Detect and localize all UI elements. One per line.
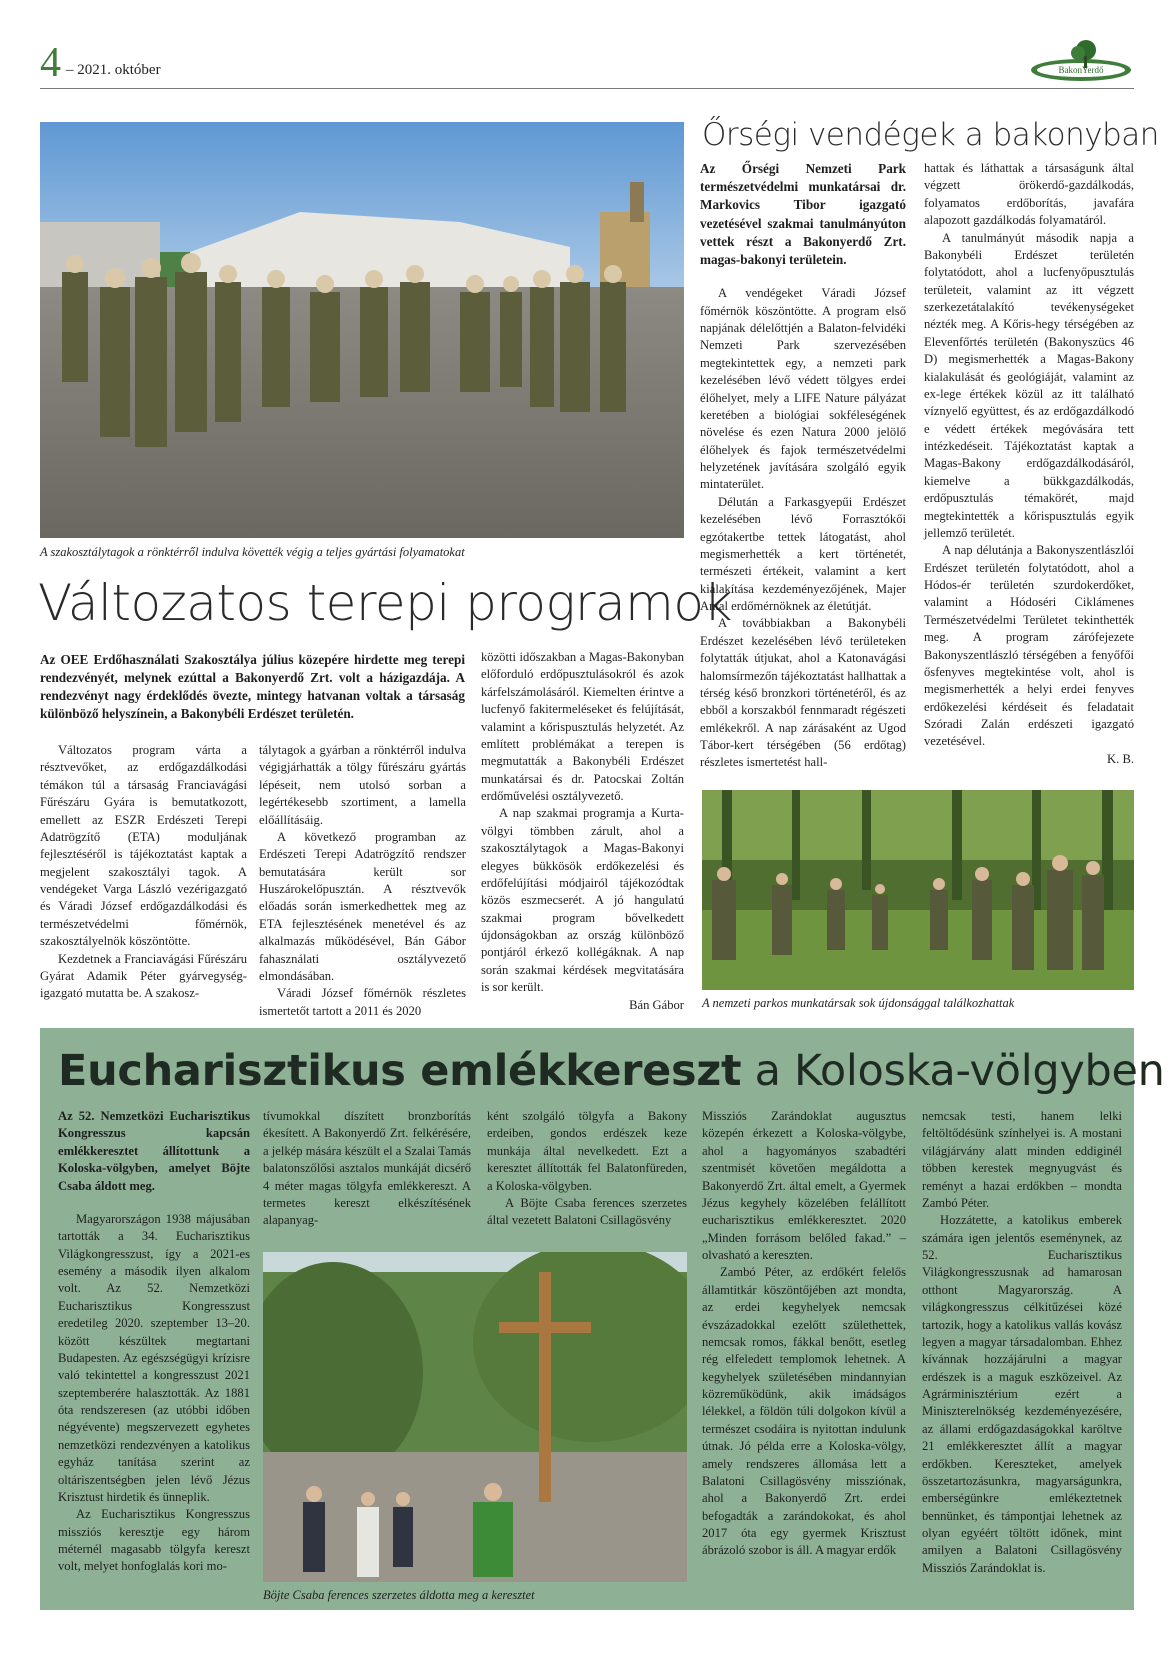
paragraph: Az Eucharisztikus Kongresszus missziós keresztje egy három méternél magasabb tölgyfa kereszt volt, melyet honfoglalás kori mo- — [58, 1507, 250, 1574]
paragraph: Váradi József főmérnök részletes ismertetőt tartott a 2011 és 2020 — [259, 986, 466, 1018]
paragraph: A nap szakmai programja a Kurta-völgyi tömbben zárult, ahol a szakosztálytagok a Magas-Bakonyi elegyes bükkösök erdőkezelési és erdőfelújítási módjairól tájékozódtak közös eszmecserét. A jó hangulatú szakmai program bővelkedett újdonságokban az ország különböző pontjáról érkező kollégáknak. A nap során szakmai kérdések megvitatására is sor került. — [481, 806, 684, 995]
page-number: 4 — [40, 40, 61, 86]
article-title-euchariszt — [58, 1046, 1165, 1096]
article-column — [702, 1108, 906, 1560]
paragraph: A Böjte Csaba ferences szerzetes által vezetett Balatoni Csillagösvény — [487, 1195, 687, 1228]
paragraph: tívumokkal díszített bronzborítás ékesített. A Bakonyerdő Zrt. felkérésére, a jelkép mására készült el a Szalai Tamás balatonszőlősi asztalos munkáját dicsérő 4 méter magas tölgyfa emlékkereszt. A termetes kereszt elkészítésének alapanyag- — [263, 1109, 471, 1228]
article-lead: Az 52. Nemzetközi Eucharisztikus Kongresszus kapcsán emlékkeresztet állítottunk a Koloska-völgyben, amelyet Böjte Csaba áldott meg. — [58, 1109, 250, 1193]
author-signature: Bán Gábor — [629, 997, 684, 1012]
paragraph: hattak és láthattak a társaságunk által végzett örökerdő-gazdálkodás, folyamatos erdőborítás, javafára alapozott gazdálkodás folyamatáról. — [924, 161, 1134, 228]
paragraph: A tanulmányút második napja a Bakonybéli Erdészet területén folytatódott, ahol a lucfenyőpusztulás területeit, valamint az itt végzett szerkezetátalakító tevékenységeket nézték meg. A Kőris-hegy térségében az Elevenfőrtés területén (Bakonyszücs 46 D) megismerhették a Magas-Bakony kialakulását és geológiáját, valamint az ex-lege értékek közül az itt található víznyelő együttest, és az erdőgazdálkodó e védett értékek megóvására tett intézkedéseit. Tájékoztatást kaptak a Magas-Bakony erdőgazdálkodásáról, kiemelve a bükkgazdálkodás, erdőpusztulás témakörét, majd megtekintették a kőrispusztulás egyik jellemző területét. — [924, 230, 1134, 540]
paragraph: Missziós Zarándoklat augusztus közepén érkezett a Koloska-völgybe, ahol a hagyományos szabadtéri szentmisét követően megáldotta a Bakonyerdő Zrt. által emelt, a Gyermek Jézus kegyhely közelében felállított eucharisztikus emlékkeresztet. 2020 „Minden forrásom belőled fakad.” – olvasható a kereszten. — [702, 1109, 906, 1262]
issue-date: – 2021. október — [66, 62, 161, 78]
paragraph: Délután a Farkasgyepűi Erdészet kezelésében lévő Forrasztókői egzótakertbe tettek látogatást, ahol megismerhették a kert történetét, természeti értékeit, valamint a kert kialakítása kezdeményezőjének, Majer Antal erdőmérnöknek az életútját. — [700, 494, 906, 614]
article-title-terepi: Változatos terepi programok — [38, 574, 732, 632]
photo-caption-forest: A nemzeti parkos munkatársak sok újdonsággal találkozhattak — [702, 996, 1015, 1010]
photo-caption-cross: Böjte Csaba ferences szerzetes áldotta meg a keresztet — [263, 1588, 535, 1602]
article-column — [487, 1108, 687, 1230]
paragraph: A következő programban az Erdészeti Terepi Adatrögzítő rendszer bemutatására került sor Huszárokelőpusztán. A résztvevők előadás során ismerkedhettek meg az ETA fejlesztésének menetével és az alkalmazás működésével, Bán Gábor fahasználati osztályvezető elmondásában. — [259, 829, 466, 983]
header-rule — [40, 88, 1134, 89]
logo-text: BakonYerdő — [1058, 65, 1104, 75]
title-bold-part: Eucharisztikus emlékkereszt — [58, 1046, 742, 1096]
paragraph: ként szolgáló tölgyfa a Bakony erdeiben, gondos erdészek keze munkája által nevelkedett. Ezt a keresztet állították fel Balatonfüreden, a Koloska-völgyben. — [487, 1109, 687, 1193]
sawmill-group-photo — [40, 122, 684, 538]
paragraph: A nap délutánja a Bakonyszentlászlói Erdészet területén folytatódott, ahol a Hódos-ér területén szurdokerdőket, valamint a Hódoséri Ciklámenes Természetvédelmi Területet tekinthették meg. A program zárófejezete Bakonyszentlászló térségében a fenyőfői ősfenyves megtekintése volt, ahol is megismerhették a helyi erdei fenyves erdőkezelési kérdéseit és feladatait Szóradi Zalán erdészeti igazgató vezetésével. — [924, 543, 1134, 749]
bakonyerdo-logo — [1028, 38, 1134, 86]
paragraph: Magyarországon 1938 májusában tartották a 34. Eucharisztikus Világkongresszust, így a 2021-es esemény a második ilyen alkalom volt. Az 52. Nemzetközi Eucharisztikus Kongresszust eredetileg 2020. szeptember 13–20. között készültek megtartani Budapesten. Az egészségügyi krízisre való tekintettel a kongresszust 2021 szeptemberére halasztották. Az 1881 óta rendszeresen (az utóbbi időben négyévente) megszervezett egyhetes nemzetközi rendezvényen a katolikus egyház tanítása szerint az oltáriszentségben jelen lévő Jézus Krisztust hirdetik és ünneplik. — [58, 1211, 250, 1504]
article-column — [259, 742, 466, 1020]
photo-caption-sawmill: A szakosztálytagok a rönktérről indulva követték végig a teljes gyártási folyamatokat — [40, 545, 465, 559]
cross-blessing-photo — [263, 1252, 687, 1582]
article-column — [40, 742, 247, 1003]
article-column — [924, 160, 1134, 768]
article-column — [922, 1108, 1122, 1577]
article-lead: Az Őrségi Nemzeti Park természetvédelmi munkatársai dr. Markovics Tibor igazgató vezetésével szakmai tanulmányúton vettek részt a Bakonyerdő Zrt. magas-bakonyi területein. — [700, 161, 906, 268]
paragraph: Kezdetnek a Franciavágási Fűrészáru Gyárat Adamik Péter gyárvegység-igazgató mutatta be. A szakosz- — [40, 951, 247, 1001]
article-intro-terepi: Az OEE Erdőhasználati Szakosztálya július közepére hirdette meg terepi rendezvényét, melynek ezúttal a Bakonyerdő Zrt. volt a házigazdája. A rendezvényt nagy érdeklődés övezte, mintegy hatvanan voltak a társaság különböző helyszínein, a Bakonybéli Erdészet területén. — [40, 652, 465, 721]
paragraph: Hozzátette, a katolikus emberek számára igen jelentős eseménynek, az 52. Eucharisztikus Világkongresszusnak ad hamarosan otthont Magyarország. A világkongresszus célkitűzései közé tartozik, hogy a katolikus vallás kovász legyen a magyar társadalomban. Ehhez kívánnak hozzájárulni a magyar erdészek is a maguk eszközeivel. Az Agrárminisztérium ezért a Miniszterelnökség kezdeményezésére, az állami erdőgazdaságokkal karöltve 21 emlékkeresztet állít a magyar erdőkben. Kereszteket, amelyek összetartozásunkra, magyarságunkra, emberségünkre emlékeztetnek bennünket, és támpontjai lehetnek az olyan egyéért töltött időnek, mint amilyen a Balatoni Csillagösvény Missziós Zarándoklat is. — [922, 1213, 1122, 1575]
paragraph: Zambó Péter, az erdőkért felelős államtitkár köszöntőjében azt mondta, az erdei kegyhelyek nemcsak évszázadokkal ezelőtt születhettek, nemcsak romos, fákkal benőtt, esetleg rég elfeledett templomok lehetnek. A kegyhelyek születésében mindannyian közreműködünk, akik imádságos lélekkel, a földön túli dolgokon kívül a természet csodáira is nyitottan indulunk útnak. Jó példa erre a Koloska-völgy, amely rendszeres állomása lett a Balatoni Csillagösvény missziónak, ahol a Bakonyerdő Zrt. erdei befogadták a zarándokokat, és ahol 2017 óta egy gyermek Krisztust ábrázoló szobor is áll. A magyar erdők — [702, 1265, 906, 1558]
paragraph: A vendégeket Váradi József főmérnök köszöntötte. A program első napjának délelőttjén a Balaton-felvidéki Nemzeti Park szervezésében megtekintettek egy, a nemzeti park kezelésében lévő védett tölgyes erdei élőhelyet, mely a LIFE Nature pályázat keretében a biológiai sokféleségének növelése és ezen Natura 2000 jelölő élőhelyek és fajok természetvédelmi helyzetének javítására szolgáló egyik mintaterület. — [700, 286, 906, 492]
paragraph: tálytagok a gyárban a rönktérről indulva végigjárhatták a tölgy fűrészáru gyártás lépéseit, nem utolsó sorban a legértékesebb szortiment, a lamella előállításáig. — [259, 743, 466, 827]
forest-group-photo — [702, 790, 1134, 990]
article-column — [700, 160, 906, 772]
paragraph: Változatos program várta a résztvevőket, az erdőgazdálkodási témákon túl a társaság Franciavágási Fűrészáru Gyára is bemutatkozott, emellett az ESZR Erdészeti Terepi Adatrögzítő (ETA) moduljának fejlesztéséről is tájékoztatást kaptak a megjelent szakosztályi tagok. A vendégeket Varga László vezérigazgató és Váradi József erdőgazdálkodási és természetvédelmi főmérnök, szakosztályelnök köszöntötte. — [40, 743, 247, 949]
title-light-part: a Koloska-völgyben — [754, 1046, 1165, 1096]
article-column — [263, 1108, 471, 1230]
paragraph: közötti időszakban a Magas-Bakonyban előforduló erdőpusztulásokról és azok kárfelszámolásáról. Kiemelten érintve a lucfenyő fakitermeléseket és felújítását, valamint a kőrispusztulás helyzetét. Az említett problémákat a terepen is megmutatták a Bakonybéli Erdészet munkatársai és dr. Patocskai Zoltán erdőművelési osztályvezető. — [481, 650, 684, 803]
paragraph: A továbbiakban a Bakonybéli Erdészet kezelésében lévő területeken folytatták útjukat, ahol a Katonavágási halomsírmezőn tájékoztatást hallhattak a térség késő bronzkori történetéről, és az ebből a korszakból fennmaradt régészeti emlékekről. A nap zárásaként az Ugod Tábor-kert térségében (56 erdőtag) részletes ismertetést hall- — [700, 616, 906, 770]
article-title-orsegi: Őrségi vendégek a bakonyban — [702, 117, 1159, 153]
paragraph: nemcsak testi, hanem lelki feltöltődésünk színhelyei is. A mostani világjárvány alatt minden eddiginél többen kerestek megnyugvást és reményt a hazai erdőkben – mondta Zambó Péter. — [922, 1109, 1122, 1210]
author-signature: K. B. — [1107, 751, 1134, 766]
article-column — [481, 649, 684, 1014]
article-column — [58, 1108, 250, 1576]
